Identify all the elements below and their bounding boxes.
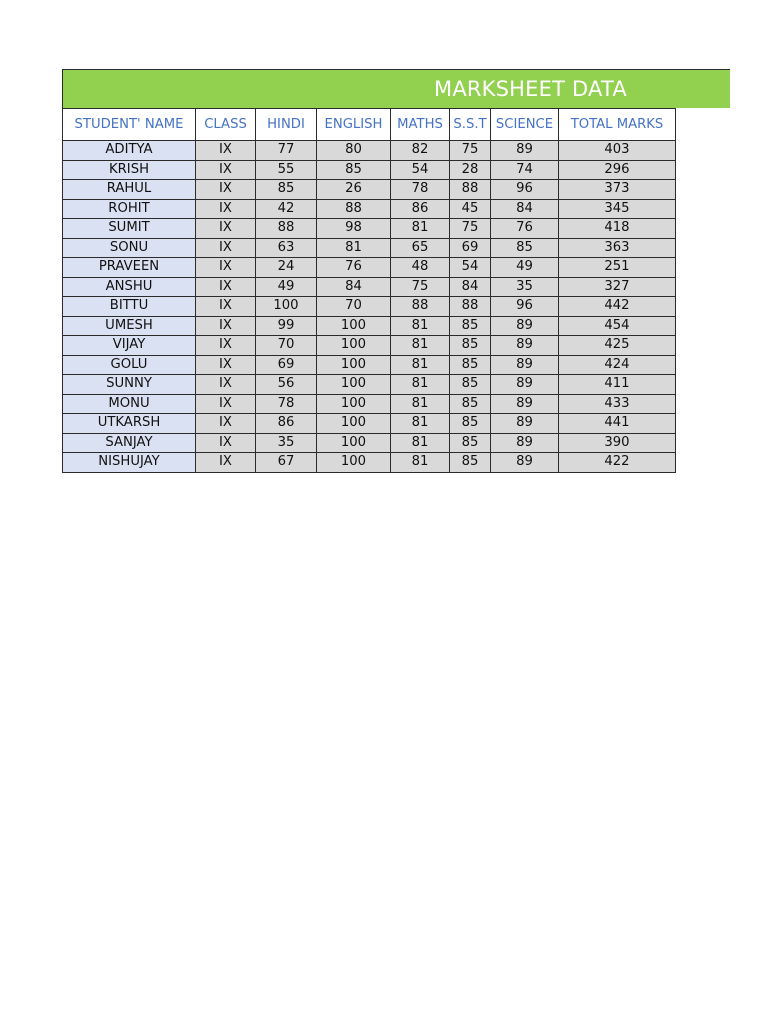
cell-science: 96 bbox=[491, 180, 559, 200]
cell-student-name: MONU bbox=[63, 394, 196, 414]
cell-sst: 85 bbox=[450, 355, 491, 375]
cell-student-name: SANJAY bbox=[63, 433, 196, 453]
header-student-name: STUDENT' NAME bbox=[63, 109, 196, 141]
cell-hindi: 86 bbox=[256, 414, 317, 434]
cell-hindi: 55 bbox=[256, 160, 317, 180]
cell-hindi: 78 bbox=[256, 394, 317, 414]
cell-sst: 85 bbox=[450, 453, 491, 473]
cell-sst: 85 bbox=[450, 316, 491, 336]
table-row bbox=[63, 219, 676, 239]
cell-maths: 81 bbox=[391, 394, 450, 414]
cell-hindi: 70 bbox=[256, 336, 317, 356]
cell-science: 74 bbox=[491, 160, 559, 180]
cell-science: 49 bbox=[491, 258, 559, 278]
cell-science: 89 bbox=[491, 433, 559, 453]
cell-student-name: PRAVEEN bbox=[63, 258, 196, 278]
cell-class: IX bbox=[196, 336, 256, 356]
cell-english: 81 bbox=[317, 238, 391, 258]
title-bar bbox=[62, 69, 730, 108]
cell-total-marks: 411 bbox=[559, 375, 676, 395]
marksheet-table bbox=[62, 108, 676, 473]
cell-sst: 85 bbox=[450, 394, 491, 414]
cell-sst: 75 bbox=[450, 141, 491, 161]
cell-student-name: GOLU bbox=[63, 355, 196, 375]
cell-total-marks: 403 bbox=[559, 141, 676, 161]
cell-student-name: VIJAY bbox=[63, 336, 196, 356]
cell-science: 89 bbox=[491, 316, 559, 336]
cell-science: 96 bbox=[491, 297, 559, 317]
cell-total-marks: 345 bbox=[559, 199, 676, 219]
cell-class: IX bbox=[196, 355, 256, 375]
cell-maths: 88 bbox=[391, 297, 450, 317]
cell-english: 100 bbox=[317, 355, 391, 375]
cell-english: 84 bbox=[317, 277, 391, 297]
cell-sst: 85 bbox=[450, 433, 491, 453]
header-science: SCIENCE bbox=[491, 109, 559, 141]
cell-science: 89 bbox=[491, 375, 559, 395]
cell-sst: 84 bbox=[450, 277, 491, 297]
cell-maths: 81 bbox=[391, 316, 450, 336]
cell-student-name: SUNNY bbox=[63, 375, 196, 395]
table-row bbox=[63, 394, 676, 414]
cell-student-name: RAHUL bbox=[63, 180, 196, 200]
cell-hindi: 56 bbox=[256, 375, 317, 395]
cell-hindi: 67 bbox=[256, 453, 317, 473]
cell-total-marks: 424 bbox=[559, 355, 676, 375]
table-row bbox=[63, 199, 676, 219]
cell-maths: 81 bbox=[391, 453, 450, 473]
cell-student-name: NISHUJAY bbox=[63, 453, 196, 473]
table-row bbox=[63, 160, 676, 180]
cell-class: IX bbox=[196, 433, 256, 453]
cell-english: 80 bbox=[317, 141, 391, 161]
cell-class: IX bbox=[196, 414, 256, 434]
cell-hindi: 69 bbox=[256, 355, 317, 375]
page-title: MARKSHEET DATA bbox=[434, 77, 627, 101]
cell-total-marks: 390 bbox=[559, 433, 676, 453]
cell-maths: 75 bbox=[391, 277, 450, 297]
cell-class: IX bbox=[196, 375, 256, 395]
cell-english: 70 bbox=[317, 297, 391, 317]
cell-science: 89 bbox=[491, 141, 559, 161]
table-row bbox=[63, 238, 676, 258]
table-row bbox=[63, 297, 676, 317]
cell-total-marks: 454 bbox=[559, 316, 676, 336]
cell-english: 88 bbox=[317, 199, 391, 219]
cell-hindi: 100 bbox=[256, 297, 317, 317]
cell-total-marks: 441 bbox=[559, 414, 676, 434]
cell-maths: 81 bbox=[391, 433, 450, 453]
header-class: CLASS bbox=[196, 109, 256, 141]
cell-maths: 65 bbox=[391, 238, 450, 258]
cell-english: 100 bbox=[317, 336, 391, 356]
cell-total-marks: 296 bbox=[559, 160, 676, 180]
cell-student-name: SONU bbox=[63, 238, 196, 258]
table-row bbox=[63, 180, 676, 200]
cell-maths: 81 bbox=[391, 336, 450, 356]
table-row bbox=[63, 375, 676, 395]
cell-maths: 48 bbox=[391, 258, 450, 278]
cell-maths: 81 bbox=[391, 219, 450, 239]
cell-maths: 81 bbox=[391, 375, 450, 395]
table-row bbox=[63, 355, 676, 375]
table-row bbox=[63, 453, 676, 473]
cell-class: IX bbox=[196, 277, 256, 297]
cell-maths: 86 bbox=[391, 199, 450, 219]
cell-total-marks: 442 bbox=[559, 297, 676, 317]
cell-science: 89 bbox=[491, 394, 559, 414]
cell-sst: 88 bbox=[450, 180, 491, 200]
table-row bbox=[63, 316, 676, 336]
cell-science: 89 bbox=[491, 336, 559, 356]
cell-english: 100 bbox=[317, 316, 391, 336]
cell-total-marks: 251 bbox=[559, 258, 676, 278]
cell-maths: 81 bbox=[391, 414, 450, 434]
cell-sst: 85 bbox=[450, 336, 491, 356]
cell-english: 98 bbox=[317, 219, 391, 239]
cell-class: IX bbox=[196, 180, 256, 200]
cell-hindi: 42 bbox=[256, 199, 317, 219]
cell-class: IX bbox=[196, 199, 256, 219]
cell-maths: 82 bbox=[391, 141, 450, 161]
cell-science: 89 bbox=[491, 414, 559, 434]
cell-hindi: 77 bbox=[256, 141, 317, 161]
cell-hindi: 24 bbox=[256, 258, 317, 278]
cell-hindi: 63 bbox=[256, 238, 317, 258]
table-row bbox=[63, 414, 676, 434]
header-english: ENGLISH bbox=[317, 109, 391, 141]
cell-student-name: UMESH bbox=[63, 316, 196, 336]
header-sst: S.S.T bbox=[450, 109, 491, 141]
cell-english: 100 bbox=[317, 453, 391, 473]
header-row bbox=[63, 109, 676, 141]
table-row bbox=[63, 277, 676, 297]
cell-english: 100 bbox=[317, 433, 391, 453]
cell-hindi: 35 bbox=[256, 433, 317, 453]
table-row bbox=[63, 141, 676, 161]
table-row bbox=[63, 258, 676, 278]
cell-total-marks: 422 bbox=[559, 453, 676, 473]
cell-sst: 75 bbox=[450, 219, 491, 239]
cell-science: 35 bbox=[491, 277, 559, 297]
cell-total-marks: 425 bbox=[559, 336, 676, 356]
cell-sst: 85 bbox=[450, 375, 491, 395]
cell-student-name: ANSHU bbox=[63, 277, 196, 297]
cell-total-marks: 373 bbox=[559, 180, 676, 200]
cell-hindi: 49 bbox=[256, 277, 317, 297]
cell-class: IX bbox=[196, 453, 256, 473]
cell-english: 100 bbox=[317, 394, 391, 414]
cell-student-name: ROHIT bbox=[63, 199, 196, 219]
cell-sst: 54 bbox=[450, 258, 491, 278]
cell-english: 85 bbox=[317, 160, 391, 180]
cell-class: IX bbox=[196, 219, 256, 239]
cell-science: 76 bbox=[491, 219, 559, 239]
cell-sst: 69 bbox=[450, 238, 491, 258]
header-total-marks: TOTAL MARKS bbox=[559, 109, 676, 141]
table-row bbox=[63, 433, 676, 453]
cell-science: 89 bbox=[491, 355, 559, 375]
cell-maths: 78 bbox=[391, 180, 450, 200]
cell-science: 85 bbox=[491, 238, 559, 258]
cell-student-name: BITTU bbox=[63, 297, 196, 317]
cell-english: 100 bbox=[317, 414, 391, 434]
cell-sst: 85 bbox=[450, 414, 491, 434]
cell-english: 76 bbox=[317, 258, 391, 278]
header-hindi: HINDI bbox=[256, 109, 317, 141]
cell-student-name: SUMIT bbox=[63, 219, 196, 239]
cell-hindi: 88 bbox=[256, 219, 317, 239]
cell-science: 84 bbox=[491, 199, 559, 219]
cell-student-name: UTKARSH bbox=[63, 414, 196, 434]
cell-maths: 54 bbox=[391, 160, 450, 180]
cell-science: 89 bbox=[491, 453, 559, 473]
cell-english: 100 bbox=[317, 375, 391, 395]
cell-class: IX bbox=[196, 394, 256, 414]
cell-class: IX bbox=[196, 160, 256, 180]
cell-class: IX bbox=[196, 316, 256, 336]
cell-sst: 88 bbox=[450, 297, 491, 317]
table-row bbox=[63, 336, 676, 356]
cell-class: IX bbox=[196, 238, 256, 258]
cell-hindi: 85 bbox=[256, 180, 317, 200]
cell-student-name: ADITYA bbox=[63, 141, 196, 161]
cell-total-marks: 363 bbox=[559, 238, 676, 258]
cell-total-marks: 327 bbox=[559, 277, 676, 297]
cell-sst: 28 bbox=[450, 160, 491, 180]
cell-maths: 81 bbox=[391, 355, 450, 375]
cell-class: IX bbox=[196, 258, 256, 278]
table-body bbox=[63, 141, 676, 473]
cell-class: IX bbox=[196, 141, 256, 161]
cell-student-name: KRISH bbox=[63, 160, 196, 180]
header-maths: MATHS bbox=[391, 109, 450, 141]
cell-class: IX bbox=[196, 297, 256, 317]
cell-english: 26 bbox=[317, 180, 391, 200]
cell-total-marks: 433 bbox=[559, 394, 676, 414]
cell-sst: 45 bbox=[450, 199, 491, 219]
cell-total-marks: 418 bbox=[559, 219, 676, 239]
cell-hindi: 99 bbox=[256, 316, 317, 336]
